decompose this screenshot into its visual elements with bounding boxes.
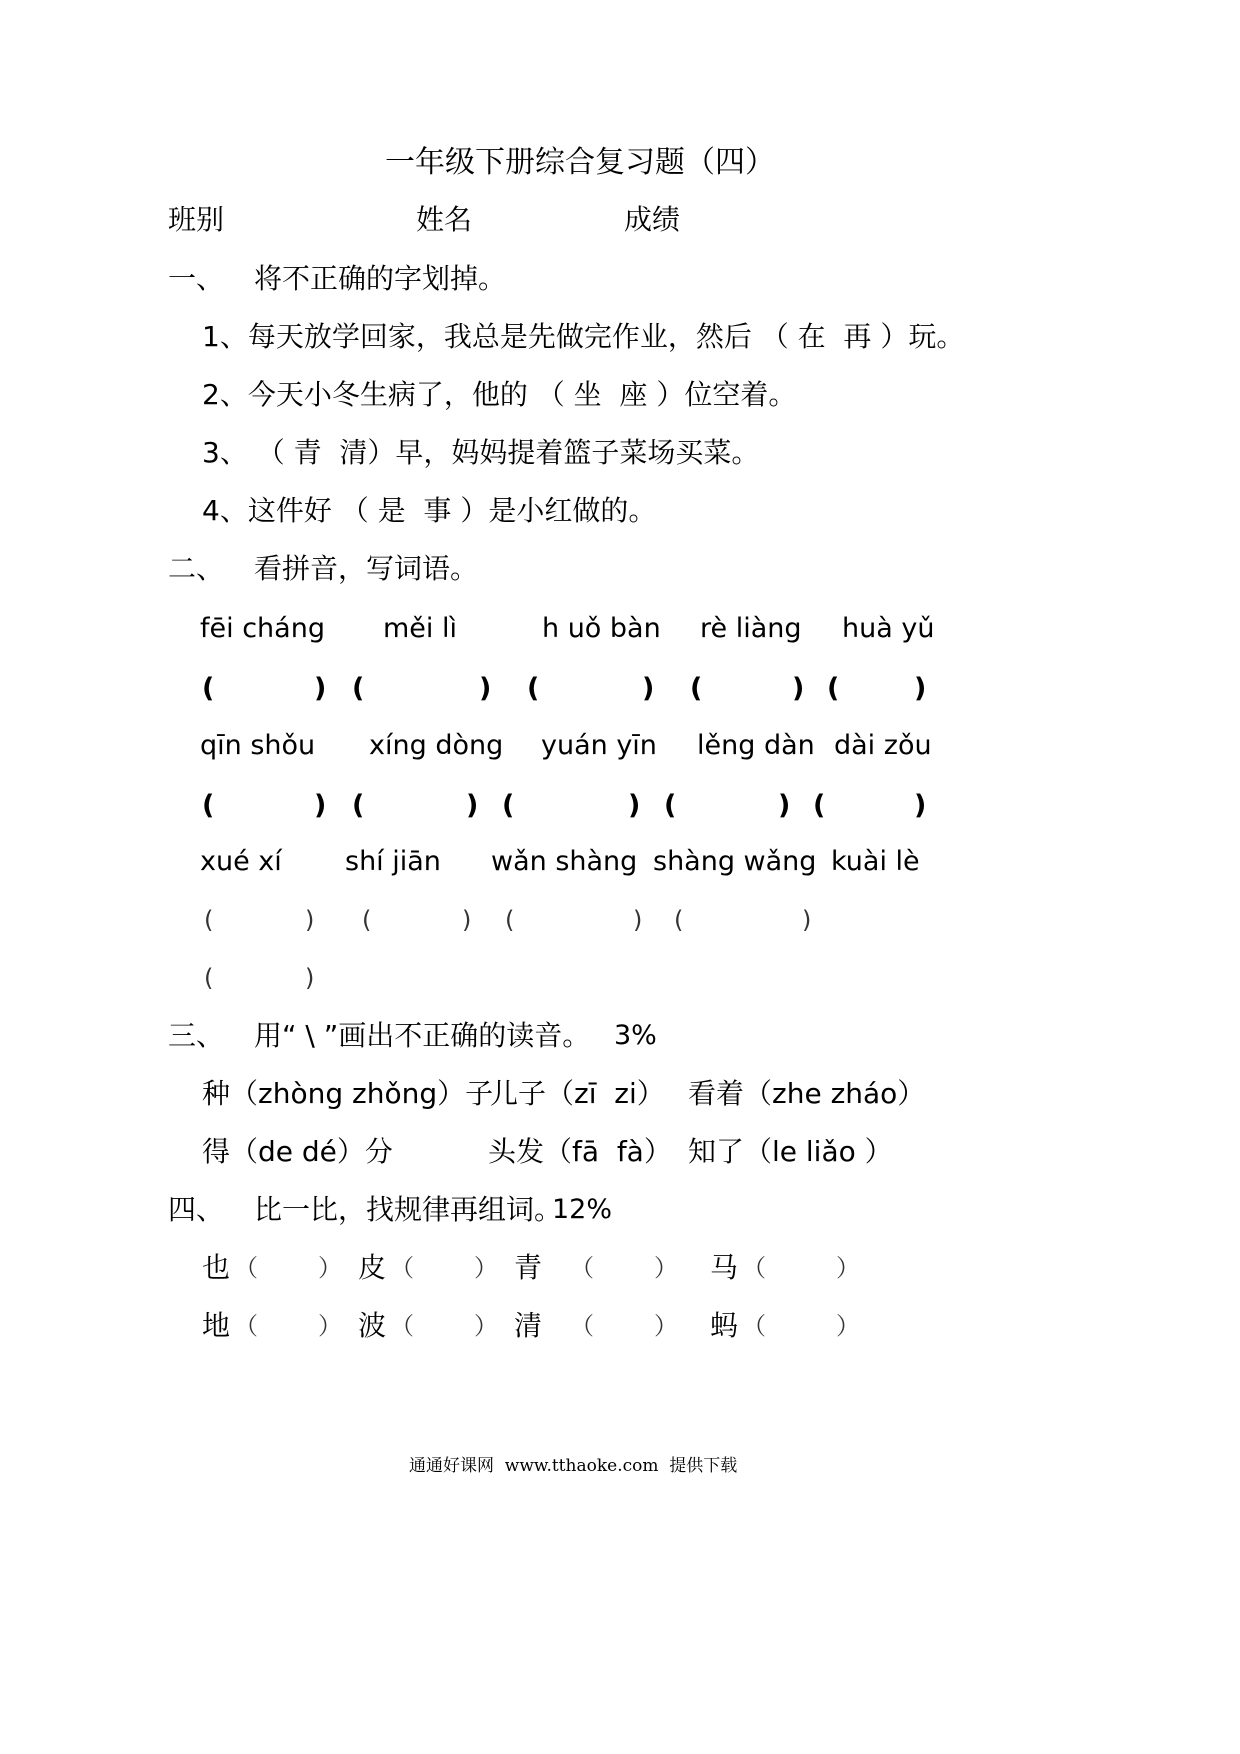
section-1-title: 将不正确的字划掉。 [254,262,507,295]
blank-close-paren: ） [318,1254,342,1282]
blank-open-paren: ( [674,906,684,934]
blank-close-paren: ） [836,1312,860,1340]
blank-open-paren: ( [352,673,365,704]
blank-close-paren: ) [914,673,927,704]
blank-close-paren: ) [778,790,791,821]
pinyin-word: shàng wǎng [653,846,817,877]
pinyin-word: qīn shǒu [200,730,316,761]
reading-item: 种（zhòng zhǒng）子 [202,1077,494,1110]
section-3-title: 用“ \ ”画出不正确的读音。 [254,1019,591,1052]
pinyin-word: yuán yīn [541,730,657,761]
pinyin-word: xíng dòng [369,730,504,761]
score-label: 成绩 [624,203,681,236]
reading-item: 头发（fā fà） [488,1135,672,1168]
blank-close-paren: ) [628,790,641,821]
compare-character: 地 [202,1309,231,1342]
blank-close-paren: ) [305,906,315,934]
section-1-item: 4、这件好 （ 是 事 ）是小红做的。 [202,494,657,527]
section-1-item: 2、今天小冬生病了，他的 （ 坐 座 ）位空着。 [202,378,797,411]
blank-open-paren: （ [390,1312,414,1340]
pinyin-word: lěng dàn [697,730,815,761]
reading-item: 得（de dé）分 [202,1135,393,1168]
pinyin-word: měi lì [383,613,457,644]
compare-character: 青 [514,1251,543,1284]
blank-close-paren: ） [836,1254,860,1282]
blank-open-paren: ( [362,906,372,934]
section-4-percent: 12% [552,1194,613,1225]
section-2-title: 看拼音，写词语。 [254,552,479,585]
blank-open-paren: ( [527,673,540,704]
blank-close-paren: ) [314,673,327,704]
section-1-item: 3、 （ 青 清）早，妈妈提着篮子菜场买菜。 [202,436,760,469]
pinyin-word: huà yǔ [842,613,935,644]
pinyin-word: dài zǒu [834,730,932,761]
blank-open-paren: ( [813,790,826,821]
blank-close-paren: ) [802,906,812,934]
pinyin-word: h uǒ bàn [542,613,661,644]
reading-item: 知了（le liǎo ） [688,1135,893,1168]
blank-close-paren: ） [318,1312,342,1340]
section-3-number: 三、 [168,1019,225,1052]
reading-item: 儿子（zī zi） [490,1077,665,1110]
blank-close-paren: ) [792,673,805,704]
section-4-title: 比一比，找规律再组词。 [254,1193,563,1226]
section-1-number: 一、 [168,262,225,295]
blank-open-paren: ( [502,790,515,821]
blank-open-paren: ( [690,673,703,704]
blank-open-paren: （ [742,1254,766,1282]
blank-open-paren: ( [202,673,215,704]
blank-close-paren: ) [642,673,655,704]
blank-open-paren: ( [827,673,840,704]
reading-item: 看着（zhe zháo） [688,1077,926,1110]
class-label: 班别 [168,203,225,236]
section-4-number: 四、 [168,1193,225,1226]
blank-close-paren: ) [479,673,492,704]
compare-character: 清 [514,1309,543,1342]
section-1-item: 1、每天放学回家，我总是先做完作业，然后 （ 在 再 ）玩。 [202,320,965,353]
blank-open-paren: ( [202,790,215,821]
blank-open-paren: （ [390,1254,414,1282]
blank-open-paren: （ [234,1312,258,1340]
blank-close-paren: ） [474,1254,498,1282]
pinyin-word: rè liàng [700,613,802,644]
blank-open-paren: ( [505,906,515,934]
blank-close-paren: ） [474,1312,498,1340]
blank-close-paren: ) [462,906,472,934]
blank-open-paren: （ [570,1312,594,1340]
blank-close-paren: ) [305,964,315,992]
blank-open-paren: ( [204,964,214,992]
pinyin-word: fēi cháng [200,613,325,644]
blank-open-paren: ( [352,790,365,821]
blank-close-paren: ） [654,1254,678,1282]
compare-character: 皮 [358,1251,387,1284]
name-label: 姓名 [416,203,473,236]
blank-open-paren: （ [742,1312,766,1340]
compare-character: 波 [358,1309,387,1342]
section-2-number: 二、 [168,552,225,585]
section-3-percent: 3% [614,1020,657,1051]
page-title: 一年级下册综合复习题（四） [385,145,775,180]
blank-close-paren: ) [314,790,327,821]
compare-character: 马 [710,1251,739,1284]
pinyin-word: shí jiān [345,846,441,877]
blank-close-paren: ） [654,1312,678,1340]
compare-character: 蚂 [710,1309,739,1342]
blank-close-paren: ) [914,790,927,821]
blank-open-paren: （ [234,1254,258,1282]
compare-character: 也 [202,1251,231,1284]
footer-text: 通通好课网 www.tthaoke.com 提供下载 [409,1456,738,1476]
blank-open-paren: ( [204,906,214,934]
blank-close-paren: ) [633,906,643,934]
blank-open-paren: （ [570,1254,594,1282]
pinyin-word: wǎn shàng [491,846,638,877]
blank-close-paren: ) [466,790,479,821]
blank-open-paren: ( [664,790,677,821]
pinyin-word: xué xí [200,846,282,877]
pinyin-word: kuài lè [831,846,920,877]
